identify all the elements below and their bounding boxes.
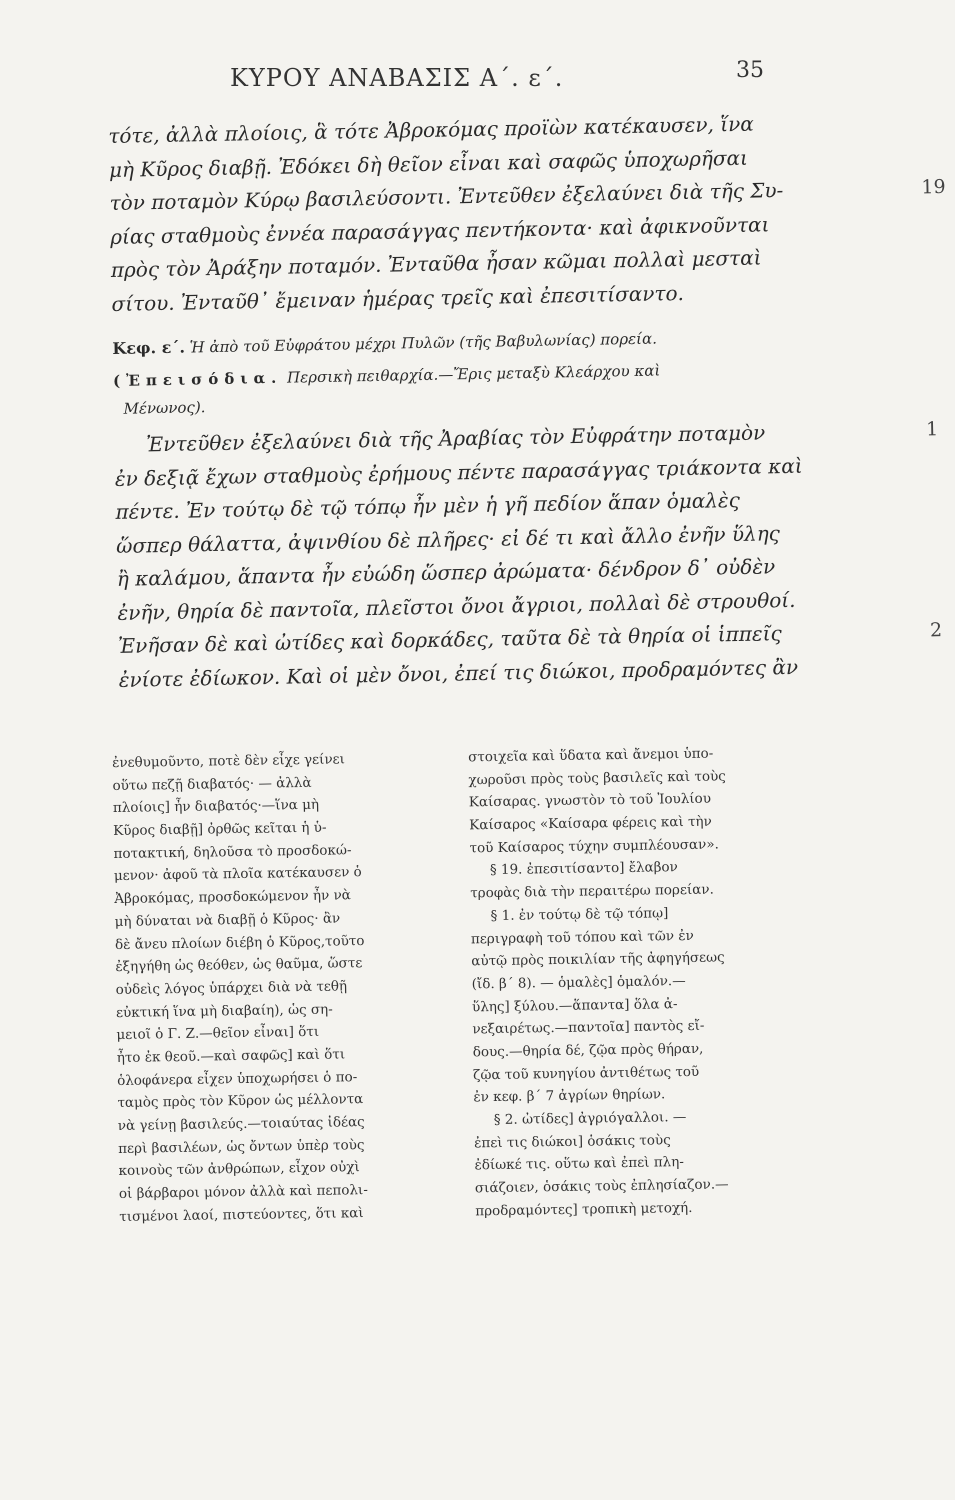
note-line: προδραμόντες] τροπικὴ μετοχή. [475, 1199, 693, 1220]
note-line: ἐν κεφ. β΄ 7 ἀγρίων θηρίων. [473, 1086, 666, 1106]
note-line: Καίσαρας. γνωστὸν τὸ τοῦ Ἰουλίου [468, 790, 712, 811]
note-line: ζῷα τοῦ κυνηγίου ἀντιθέτως τοῦ [472, 1063, 700, 1083]
marginal-number: 2 [929, 619, 943, 642]
text-line-content: τὸν ποταμὸν Κύρῳ βασιλεύσοντι. Ἐντεῦθεν ἐξελαύνει διὰ τῆς Συ- [109, 178, 784, 215]
marginal-number: 1 [925, 418, 939, 441]
note-line: § 1. ἐν τούτῳ δὲ τῷ τόπῳ] [490, 905, 669, 924]
note-line: Κῦρος διαβῇ] ὀρθῶς κεῖται ἡ ὑ- [113, 819, 327, 840]
note-line: δους.—θηρία δέ, ζῷα πρὸς θήραν, [472, 1040, 704, 1061]
note-line: (ἴδ. β΄ 8). — ὁμαλὲς] ὁμαλόν.— [471, 972, 686, 993]
text-line: μὴ Κῦρος διαβῇ. Ἐδόκει δὴ θεῖον εἶναι καὶ σαφῶς ὑποχωρῆσαι [108, 145, 749, 182]
note-line: Καίσαρος «Καίσαρα φέρεις καὶ τὴν [469, 813, 712, 834]
note-line: μενον· ἀφοῦ τὰ πλοῖα κατέκαυσεν ὁ [113, 864, 362, 885]
chapter-title: Ἡ ἀπὸ τοῦ Εὐφράτου μέχρι Πυλῶν (τῆς Βαβυλωνίας) πορεία. [189, 329, 658, 357]
note-line: ἐνεθυμοῦντο, ποτὲ δὲν εἶχε γείνει [112, 751, 346, 771]
episode-continuation: Μένωνος). [123, 398, 206, 418]
episode-text: Περσικὴ πειθαρχία.—Ἔρις μεταξὺ Κλεάρχου καὶ [286, 361, 661, 387]
note-line: § 2. ὠτίδες] ἀγριόγαλλοι. — [493, 1109, 687, 1129]
text-line: ἐνῆν, θηρία δὲ παντοῖα, πλεῖστοι ὄνοι ἄγριοι, πολλαὶ δὲ στρουθοί. [117, 587, 796, 625]
note-line: οἱ βάρβαροι μόνον ἀλλὰ καὶ πεπολι- [118, 1182, 368, 1203]
note-line: οὐδεὶς λόγος ὑπάρχει διὰ νὰ τεθῇ [115, 978, 348, 998]
note-line: μειοῖ ὁ Γ. Ζ.—θεῖον εἶναι] ὅτι [116, 1024, 320, 1044]
note-line: Ἀβροκόμας, προσδοκώμενον ἦν νὰ [114, 887, 352, 908]
note-line: νεξαιρέτως.—παντοῖα] παντὸς εἴ- [472, 1017, 705, 1038]
note-line: ἐπεὶ τις διώκοι] ὁσάκις τοὺς [474, 1131, 671, 1152]
note-line: κοινοὺς τῶν ἀνθρώπων, εἶχον οὐχὶ [118, 1159, 360, 1180]
text-line: ἐνίοτε ἐδίωκον. Καὶ οἱ μὲν ὄνοι, ἐπεί τις διώκοι, προδραμόντες ἂν [118, 654, 799, 692]
text-line: ὥσπερ θάλαττα, ἀψινθίου δὲ πλῆρες· εἰ δέ τι καὶ ἄλλο ἐνῆν ὕλης [115, 520, 781, 558]
chapter-label: Κεφ. ε΄. [112, 337, 186, 358]
note-line: περιγραφὴ τοῦ τόπου καὶ τῶν ἐν [470, 927, 694, 947]
note-line: ὁλοφάνερα εἶχεν ὑποχωρήσει ὁ πο- [117, 1068, 358, 1089]
note-line: τισμένοι λαοί, πιστεύοντες, ὅτι καὶ [119, 1204, 364, 1225]
text-line: ἐν δεξιᾷ ἔχων σταθμοὺς ἐρήμους πέντε παρασάγγας τριάκοντα καὶ [114, 453, 803, 491]
note-line: νὰ γείνῃ βασιλεύς.—τοιαύτας ἰδέας [117, 1114, 365, 1134]
text-line: ρίας σταθμοὺς ἐννέα παρασάγγας πεντήκοντα· καὶ ἀφικνοῦνται [110, 211, 770, 249]
note-line: ἦτο ἐκ θεοῦ.—καὶ σαφῶς] καὶ ὅτι [116, 1046, 346, 1066]
notes-right-column [468, 741, 815, 1223]
note-line: ποτακτική, δηλοῦσα τὸ προσδοκώ- [113, 842, 352, 862]
note-line: στοιχεῖα καὶ ὕδατα καὶ ἄνεμοι ὑπο- [468, 745, 714, 766]
note-line: τοῦ Καίσαρος τύχην συμπλέουσαν». [469, 836, 719, 857]
text-line: σίτου. Ἐνταῦθ᾽ ἔμειναν ἡμέρας τρεῖς καὶ ἐπεσιτίσαντο. [111, 280, 685, 316]
note-line: οὕτω πεζῇ διαβατός· — ἀλλὰ [112, 774, 312, 794]
note-line: τροφὰς διὰ τὴν περαιτέρω πορείαν. [470, 881, 714, 902]
note-line: αὐτῷ πρὸς ποικιλίαν τῆς ἀφηγήσεως [471, 949, 725, 970]
text-line-content: Ἐνῆσαν δὲ καὶ ὠτίδες καὶ δορκάδες, ταῦτα δὲ τὰ θηρία οἱ ἱππεῖς [117, 621, 782, 658]
note-line: εὐκτική ἵνα μὴ διαβαίη), ὡς ση- [115, 1001, 333, 1021]
text-line: τότε, ἀλλὰ πλοίοις, ἃ τότε Ἀβροκόμας προϊὼν κατέκαυσεν, ἵνα [108, 111, 754, 148]
marginal-number: 19 [921, 175, 946, 199]
note-line: ὕλης] ξύλου.—ἅπαντα] ὅλα ἀ- [471, 995, 678, 1015]
note-line: ταμὸς πρὸς τὸν Κῦρον ὡς μέλλοντα [117, 1091, 364, 1112]
note-line: δὲ ἄνευ πλοίων διέβη ὁ Κῦρος,τοῦτο [114, 932, 365, 953]
episode-label: (Ἐπεισόδια. [112, 368, 283, 390]
note-line: σιάζοιεν, ὁσάκις τοὺς ἐπλησίαζον.— [474, 1176, 729, 1197]
text-line-content: Ἐντεῦθεν ἐξελαύνει διὰ τῆς Ἀραβίας τὸν Εὐφράτην ποταμὸν [146, 420, 766, 457]
note-line: ἐξηγήθη ὡς θεόθεν, ὡς θαῦμα, ὥστε [115, 955, 363, 976]
note-line: χωροῦσι πρὸς τοὺς βασιλεῖς καὶ τοὺς [468, 768, 726, 789]
page-number: 35 [736, 58, 764, 83]
note-line: ἐδίωκέ τις. οὕτω καὶ ἐπεὶ πλη- [474, 1154, 684, 1174]
note-line: μὴ δύναται νὰ διαβῇ ὁ Κῦρος· ἂν [114, 910, 341, 930]
text-line: πρὸς τὸν Ἀράξην ποταμόν. Ἐνταῦθα ἦσαν κῶμαι πολλαὶ μεσταὶ [110, 245, 762, 282]
running-title: ΚΥΡΟΥ ΑΝΑΒΑΣΙΣ Α΄. ε΄. [230, 64, 564, 92]
text-line: ἢ καλάμου, ἅπαντα ἦν εὐώδη ὥσπερ ἀρώματα· δένδρον δ᾽ οὐδὲν [116, 554, 776, 591]
main-text [108, 107, 946, 697]
notes-left-column [112, 747, 449, 1229]
page-header [0, 58, 908, 98]
note-line: πλοίοις] ἦν διαβατός·—ἵνα μὴ [112, 797, 320, 817]
note-line: § 19. ἐπεσιτίσαντο] ἔλαβον [489, 859, 678, 879]
text-line: πέντε. Ἐν τούτῳ δὲ τῷ τόπῳ ἦν μὲν ἡ γῆ πεδίον ἅπαν ὁμαλὲς [115, 487, 741, 524]
note-line: περὶ βασιλέων, ὡς ὄντων ὑπὲρ τοὺς [118, 1136, 365, 1157]
commentary-notes [112, 741, 812, 1225]
